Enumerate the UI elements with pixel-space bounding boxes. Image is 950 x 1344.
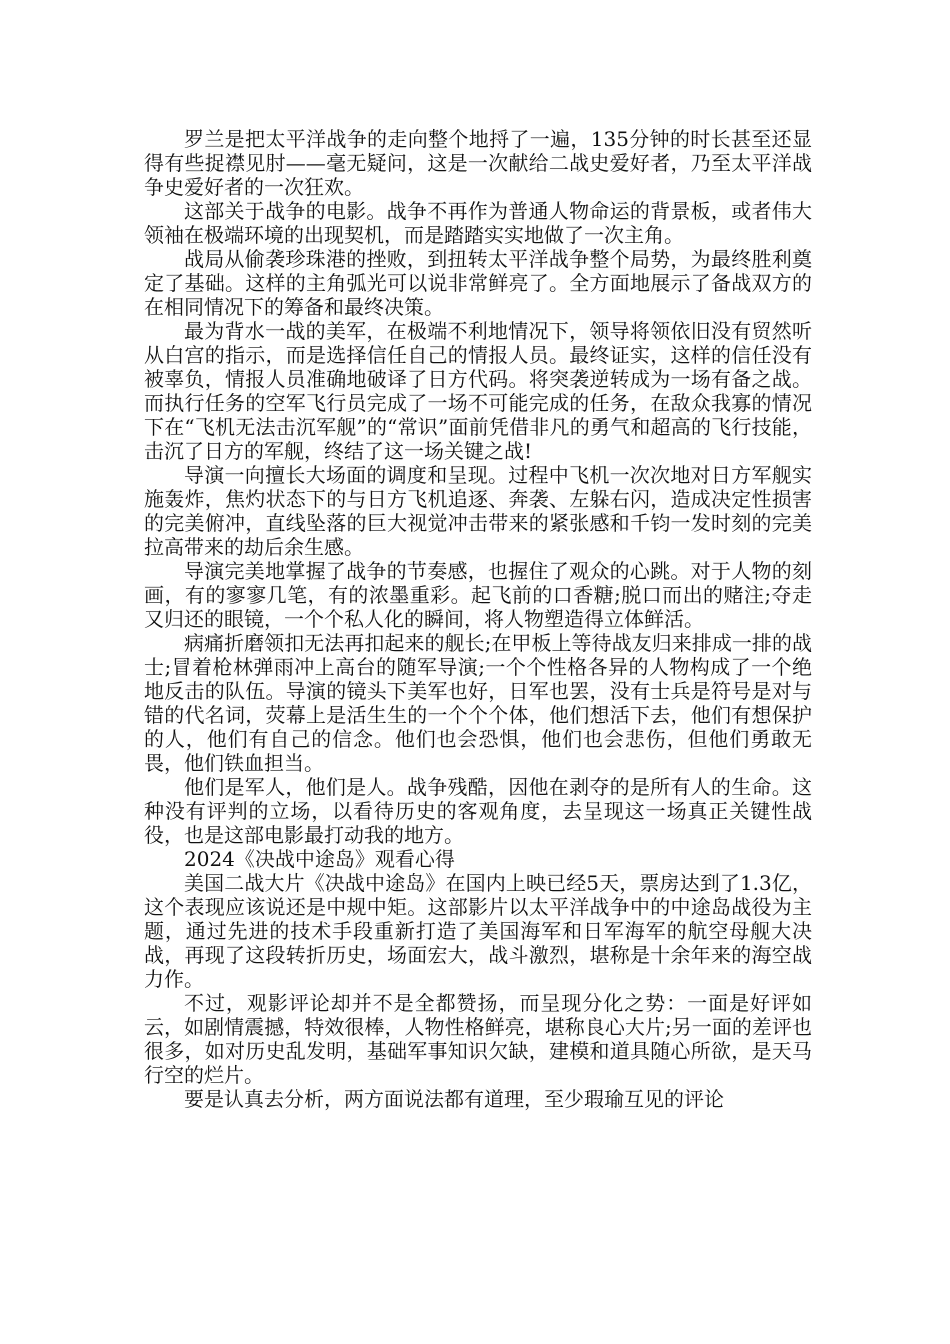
paragraph: 要是认真去分析，两方面说法都有道理，至少瑕瑜互见的评论 — [184, 1087, 724, 1111]
paragraph: 导演一向擅长大场面的调度和呈现。过程中飞机一次次地对日方军舰实施轰炸，焦灼状态下的与日方飞机追逐、奔袭、左躲右闪，造成决定性损害的完美俯冲，直线坠落的巨大视觉冲击带来的紧张感和千钧一发时刻的完美拉高带来的劫后余生感。 — [144, 463, 812, 559]
section-heading: 2024《决战中途岛》观看心得 — [184, 847, 455, 871]
paragraph: 他们是军人，他们是人。战争残酷，因他在剥夺的是所有人的生命。这种没有评判的立场，以看待历史的客观角度，去呈现这一场真正关键性战役，也是这部电影最打动我的地方。 — [144, 775, 812, 847]
paragraph: 最为背水一战的美军，在极端不利地情况下，领导将领依旧没有贸然听从白宫的指示，而是选择信任自己的情报人员。最终证实，这样的信任没有被辜负，情报人员准确地破译了日方代码。将突袭逆转成为一场有备之战。而执行任务的空军飞行员完成了一场不可能完成的任务，在敌众我寡的情况下在“飞机无法击沉军舰”的“常识”面前凭借非凡的勇气和超高的飞行技能，击沉了日方的军舰，终结了这一场关键之战! — [144, 319, 812, 463]
paragraph: 导演完美地掌握了战争的节奏感，也握住了观众的心跳。对于人物的刻画，有的寥寥几笔，有的浓墨重彩。起飞前的口香糖;脱口而出的赌注;夺走又归还的眼镜，一个个私人化的瞬间，将人物塑造得立体鲜活。 — [144, 559, 812, 631]
paragraph: 美国二战大片《决战中途岛》在国内上映已经5天，票房达到了1.3亿，这个表现应该说还是中规中矩。这部影片以太平洋战争中的中途岛战役为主题，通过先进的技术手段重新打造了美国海军和日军海军的航空母舰大决战，再现了这段转折历史，场面宏大，战斗激烈，堪称是十余年来的海空战力作。 — [144, 871, 812, 991]
paragraph: 这部关于战争的电影。战争不再作为普通人物命运的背景板，或者伟大领袖在极端环境的出现契机，而是踏踏实实地做了一次主角。 — [144, 199, 812, 247]
paragraph: 战局从偷袭珍珠港的挫败，到扭转太平洋战争整个局势，为最终胜利奠定了基础。这样的主角弧光可以说非常鲜亮了。全方面地展示了备战双方的在相同情况下的筹备和最终决策。 — [144, 247, 812, 319]
paragraph: 罗兰是把太平洋战争的走向整个地捋了一遍，135分钟的时长甚至还显得有些捉襟见肘——毫无疑问，这是一次献给二战史爱好者，乃至太平洋战争史爱好者的一次狂欢。 — [144, 127, 812, 199]
paragraph: 不过，观影评论却并不是全都赞扬，而呈现分化之势：一面是好评如云，如剧情震撼，特效很棒，人物性格鲜亮，堪称良心大片;另一面的差评也很多，如对历史乱发明，基础军事知识欠缺，建模和道具随心所欲，是天马行空的烂片。 — [144, 991, 812, 1087]
paragraph: 病痛折磨领扣无法再扣起来的舰长;在甲板上等待战友归来排成一排的战士;冒着枪林弹雨冲上高台的随军导演;一个个性格各异的人物构成了一个绝地反击的队伍。导演的镜头下美军也好，日军也罢，没有士兵是符号是对与错的代名词，荧幕上是活生生的一个个个体，他们想活下去，他们有想保护的人，他们有自己的信念。他们也会恐惧，他们也会悲伤，但他们勇敢无畏，他们铁血担当。 — [144, 631, 812, 775]
document-body — [144, 127, 812, 1111]
